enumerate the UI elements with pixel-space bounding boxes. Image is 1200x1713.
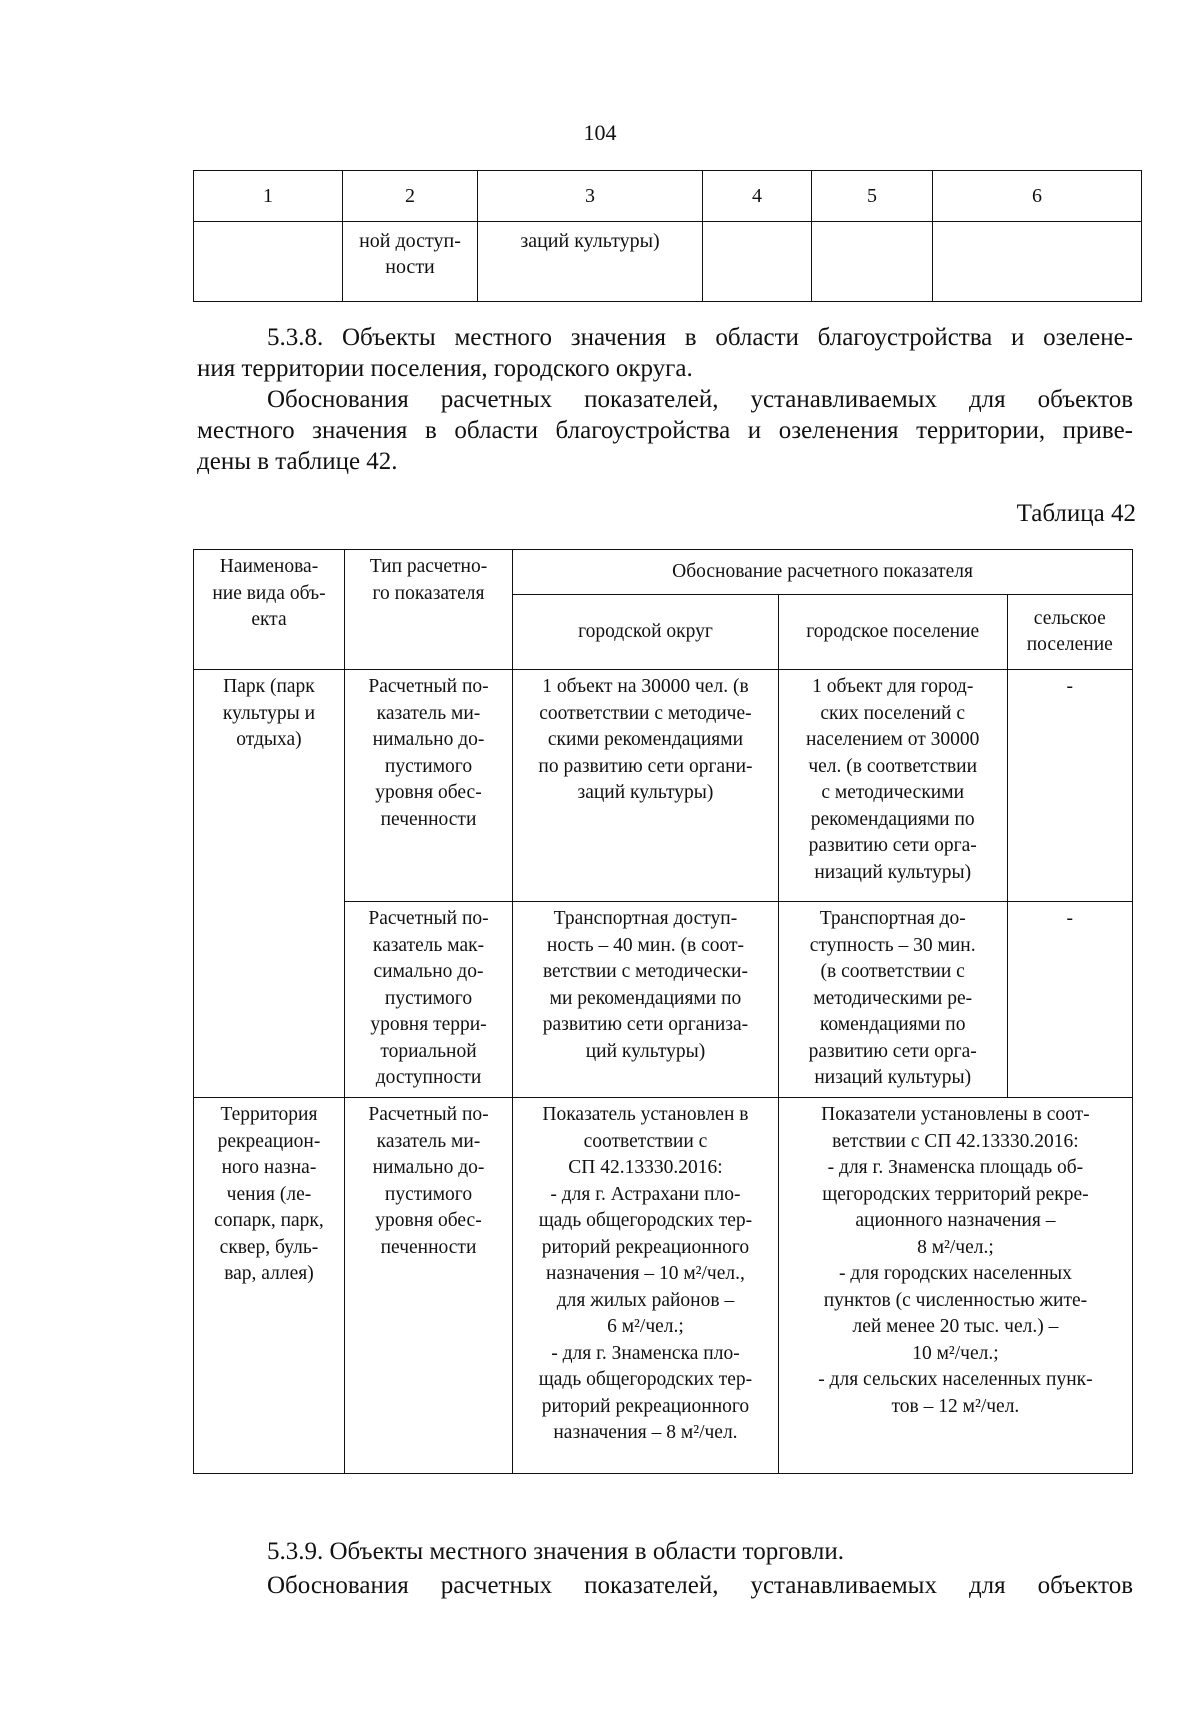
cont-header-2: 2	[343, 171, 478, 222]
table-caption: Таблица 42	[1016, 500, 1136, 527]
cont-cell-4	[703, 222, 812, 302]
table-42	[193, 549, 1133, 1474]
section-538-line-2: ния территории поселения, городского округа.	[197, 355, 693, 382]
section-538-line-1: 5.3.8. Объекты местного значения в области благоустройства и озелене-	[267, 324, 1133, 351]
row-recreation-object: Территория рекреацион- ного назна- чения (ле- сопарк, парк, сквер, буль- вар, аллея)	[194, 1098, 345, 1474]
continuation-header-row	[194, 171, 1142, 222]
cont-cell-2	[343, 222, 478, 302]
header-urban-settlement: городское поселение	[778, 595, 1007, 670]
section-538-heading	[197, 322, 1133, 384]
row-park-urban: 1 объект для город- ских поселений с населением от 30000 чел. (в соответствии с методическими рекомендациями по развитию сети орга- низаций культуры)	[778, 670, 1007, 902]
row-park-access-city: Транспортная доступ- ность – 40 мин. (в соот- ветствии с методически- ми рекомендациями по развитию сети организа- ций культуры)	[513, 902, 779, 1098]
cont-header-1: 1	[194, 171, 343, 222]
header-indicator-type: Тип расчетно- го показателя	[344, 550, 512, 670]
section-539-text-line: Обоснования расчетных показателей, устанавливаемых для объектов	[267, 1572, 1133, 1599]
section-538-text	[197, 384, 1133, 477]
row-park-access-rural: -	[1007, 902, 1132, 1098]
cont-cell-3: заций культуры)	[478, 222, 703, 302]
continuation-table	[193, 170, 1142, 302]
cont-cell-6	[933, 222, 1142, 302]
page-number: 104	[583, 120, 617, 145]
table-row	[194, 1098, 1133, 1474]
cont-cell-1	[194, 222, 343, 302]
row-park-object: Парк (парк культуры и отдыха)	[194, 670, 345, 1098]
header-object-name: Наименова- ние вида объ- екта	[194, 550, 345, 670]
table-42-header-row-1	[194, 550, 1133, 595]
row-park-access-type: Расчетный по- казатель мак- симально до- пустимого уровня терри- ториальной доступности	[344, 902, 512, 1098]
cont-cell-5	[812, 222, 933, 302]
cont-header-4: 4	[703, 171, 812, 222]
section-538-text-line-2: местного значения в области благоустройства и озеленения территории, приве-	[197, 417, 1133, 444]
cont-header-6: 6	[933, 171, 1142, 222]
row-park-city: 1 объект на 30000 чел. (в соответствии с методиче- скими рекомендациями по развитию сети органи- заций культуры)	[513, 670, 779, 902]
row-park-type: Расчетный по- казатель ми- нимально до- пустимого уровня обес- печенности	[344, 670, 512, 902]
cont-header-5: 5	[812, 171, 933, 222]
header-rural-settlement: сельское поселение	[1007, 595, 1132, 670]
row-recreation-city: Показатель установлен в соответствии с СП 42.13330.2016: - для г. Астрахани пло- щадь общегородских тер- риторий рекреационного назначения – 10 м²/чел., для жилых районов – 6 м²/чел.; - для г. Знаменска пло- щадь общегородских тер- риторий рекреационного назначения – 8 м²/чел.	[513, 1098, 779, 1474]
section-539-heading: 5.3.9. Объекты местного значения в области торговли.	[267, 1538, 844, 1565]
section-539-text	[197, 1570, 1133, 1601]
row-recreation-urban-rural: Показатели установлены в соот- ветствии с СП 42.13330.2016: - для г. Знаменска площадь об- щегородских территорий рекре- ационного назначения – 8 м²/чел.; - для городских населенных пунктов (с численностью жите- лей менее 20 тыс. чел.) – 10 м²/чел.; - для сельских населенных пунк- тов – 12 м²/чел.	[778, 1098, 1132, 1474]
continuation-row	[194, 222, 1142, 302]
header-justification: Обоснование расчетного показателя	[513, 550, 1133, 595]
header-city-district: городской округ	[513, 595, 779, 670]
row-recreation-type: Расчетный по- казатель ми- нимально до- пустимого уровня обес- печенности	[344, 1098, 512, 1474]
row-park-rural: -	[1007, 670, 1132, 902]
table-row	[194, 670, 1133, 902]
section-538-text-line-3: дены в таблице 42.	[197, 448, 398, 475]
cont-header-3: 3	[478, 171, 703, 222]
section-538-text-line-1: Обоснования расчетных показателей, устанавливаемых для объектов	[267, 386, 1133, 413]
row-park-access-urban: Транспортная до- ступность – 30 мин. (в соответствии с методическими ре- комендациями по развитию сети орга- низаций культуры)	[778, 902, 1007, 1098]
cont-cell-2-text: ной доступ- ности	[359, 230, 461, 278]
